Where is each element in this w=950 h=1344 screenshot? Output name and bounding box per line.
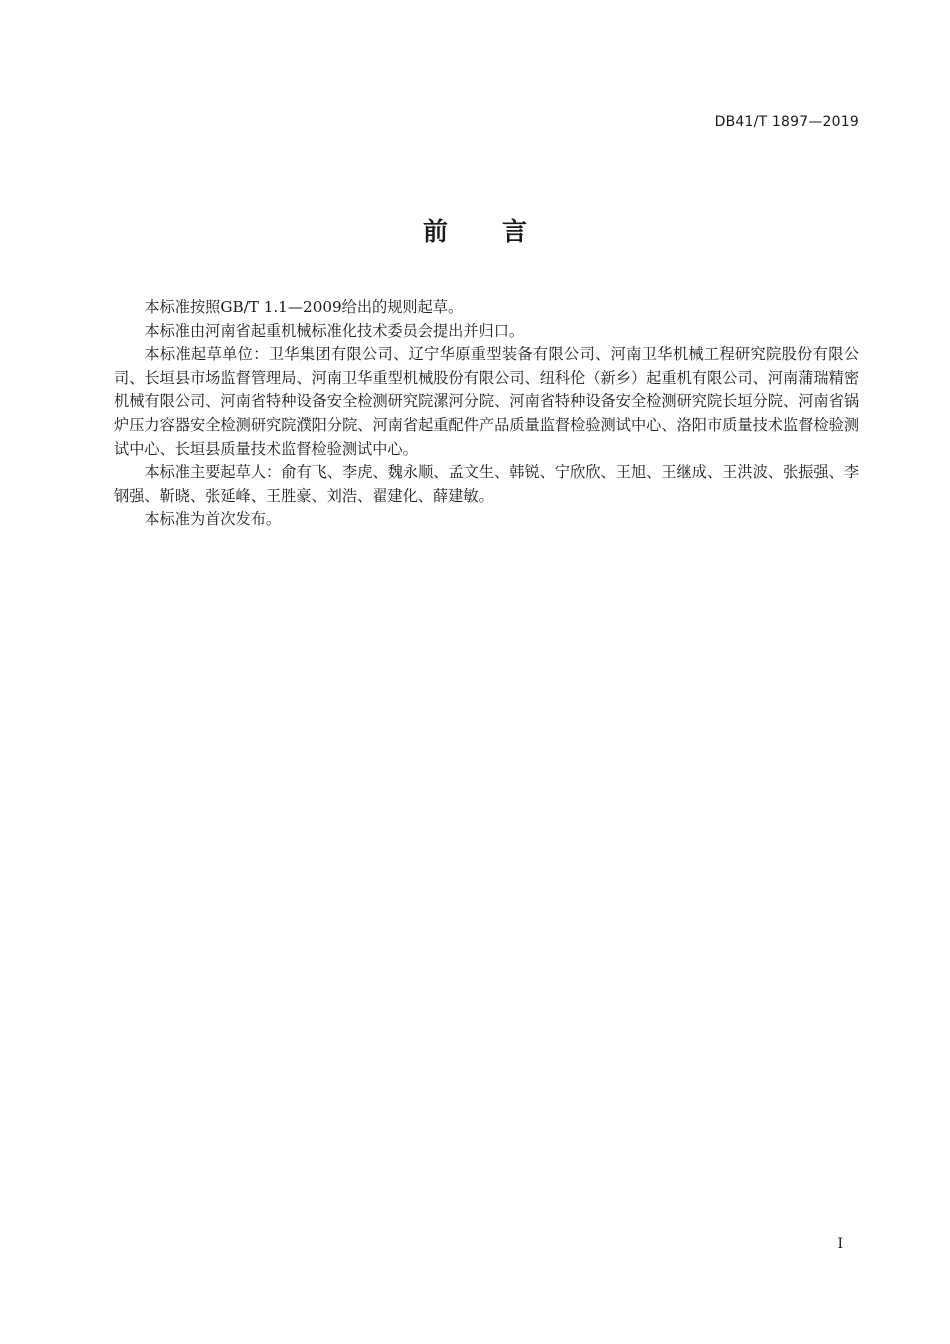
paragraph-proposer: 本标准由河南省起重机械标准化技术委员会提出并归口。 — [144, 321, 525, 340]
page-title: 前言 — [422, 217, 581, 246]
foreword-body — [114, 296, 859, 532]
paragraph-first-release: 本标准为首次发布。 — [144, 510, 282, 529]
paragraph-drafters: 本标准主要起草人：俞有飞、李虎、魏永顺、孟文生、韩锐、宁欣欣、王旭、王继成、王洪波、张振强、李钢强、靳晓、张延峰、王胜豪、刘浩、翟建化、薛建敏。 — [114, 463, 859, 505]
paragraph-drafting-units: 本标准起草单位：卫华集团有限公司、辽宁华原重型装备有限公司、河南卫华机械工程研究院股份有限公司、长垣县市场监督管理局、河南卫华重型机械股份有限公司、纽科伦（新乡）起重机有限公司、河南蒲瑞精密机械有限公司、河南省特种设备安全检测研究院漯河分院、河南省特种设备安全检测研究院长垣分院、河南省锅炉压力容器安全检测研究院濮阳分院、河南省起重配件产品质量监督检验测试中心、洛阳市质量技术监督检验测试中心、长垣县质量技术监督检验测试中心。 — [114, 345, 859, 458]
page-number: I — [837, 1236, 843, 1252]
paragraph-drafting-rules: 本标准按照GB/T 1.1—2009给出的规则起草。 — [144, 298, 464, 316]
document-code: DB41/T 1897—2019 — [714, 114, 859, 130]
